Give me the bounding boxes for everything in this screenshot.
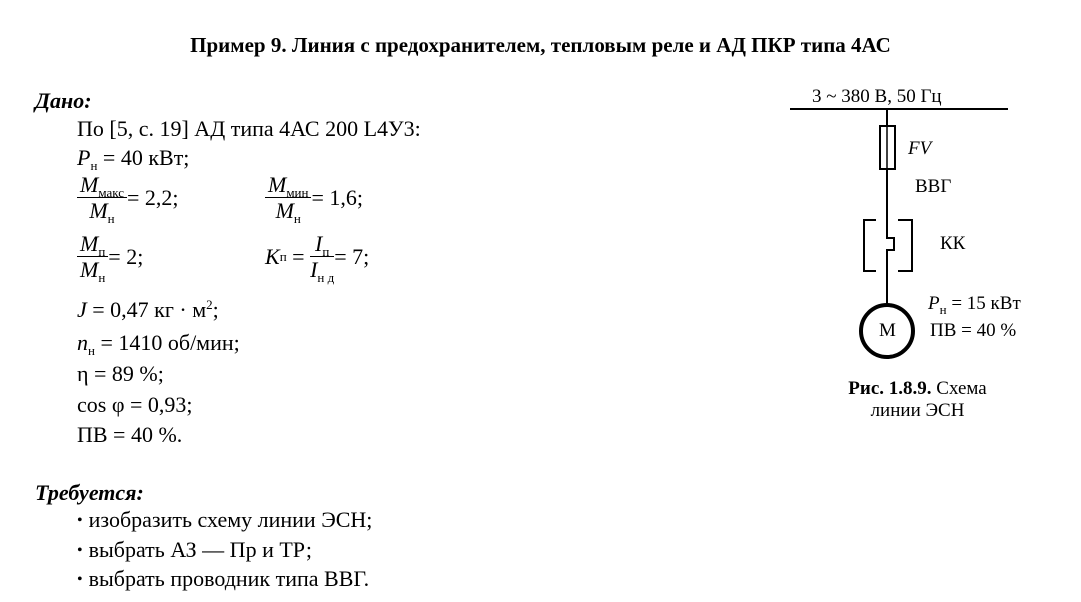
mmin-denominator-sub: н	[293, 211, 301, 226]
speed-value: = 1410 об/мин;	[94, 330, 240, 355]
motor-power-subscript: н	[939, 302, 947, 317]
rated-power-line	[77, 145, 189, 171]
mmin-value: = 1,6;	[311, 185, 363, 210]
motor-label: M	[879, 320, 896, 341]
kp-equals: =	[286, 244, 311, 269]
caption-text-line2: линии ЭСН	[870, 400, 965, 421]
caption-number: Рис. 1.8.9.	[848, 378, 932, 399]
given-heading: Дано:	[35, 88, 92, 113]
mp-value: = 2;	[108, 244, 144, 269]
cable-label: ВВГ	[915, 176, 952, 197]
mmax-denominator: M	[89, 198, 108, 223]
mp-numerator: M	[80, 231, 99, 256]
inertia-line	[77, 297, 219, 323]
cos-phi-line: cos φ = 0,93;	[77, 392, 193, 417]
mmax-value: = 2,2;	[127, 185, 179, 210]
thermal-element	[887, 232, 894, 256]
kp-ratio: K п = $\frac{I_п}{I_{н д}}$ = 7;	[265, 231, 370, 285]
motor-pv-label: ПВ = 40 %	[930, 320, 1017, 341]
relay-label: КК	[940, 233, 966, 254]
kp-denominator-sub: н д	[317, 270, 335, 285]
source-line: По [5, с. 19] АД типа 4АС 200 L4У3:	[77, 116, 421, 141]
kp-numerator: I	[315, 231, 323, 256]
caption-text: Схема	[931, 378, 987, 399]
motor-power-value: = 15 кВт	[946, 293, 1021, 314]
fuse-label: FV	[908, 138, 932, 159]
mmin-numerator-sub: мин	[286, 185, 309, 200]
kp-fraction	[310, 231, 335, 285]
mmax-numerator-sub: макс	[98, 185, 124, 200]
required-heading: Требуется:	[35, 480, 144, 505]
inertia-symbol: J	[77, 297, 87, 322]
kp-value: = 7;	[334, 244, 370, 269]
page-title: Пример 9. Линия с предохранителем, тепловым реле и АД ПКР типа 4АС	[190, 33, 891, 57]
inertia-exponent: 2	[206, 297, 213, 312]
rated-power-symbol: P	[77, 145, 91, 170]
mmax-denominator-sub: н	[107, 211, 115, 226]
kp-denominator: I	[310, 257, 318, 282]
mmax-numerator: M	[80, 172, 99, 197]
supply-label: 3 ~ 380 В, 50 Гц	[812, 86, 942, 107]
mp-numerator-sub: п	[98, 244, 106, 259]
speed-subscript: н	[88, 343, 95, 358]
kp-symbol: K	[265, 244, 280, 269]
required-item: • изобразить схему линии ЭСН;	[77, 507, 372, 533]
mmax-fraction	[77, 172, 127, 226]
mp-denominator: M	[80, 257, 99, 282]
relay-bracket-right	[898, 220, 912, 271]
motor-power-label	[928, 293, 1021, 315]
pv-line: ПВ = 40 %.	[77, 422, 183, 447]
speed-line	[77, 330, 240, 356]
mmin-ratio	[265, 172, 363, 226]
figure-caption	[825, 378, 1010, 422]
mmax-ratio	[77, 172, 179, 226]
mp-denominator-sub: н	[98, 270, 106, 285]
required-item: • выбрать АЗ — Пр и ТР;	[77, 537, 312, 563]
required-item: • выбрать проводник типа ВВГ.	[77, 566, 369, 592]
rated-power-value: = 40 кВт;	[97, 145, 190, 170]
motor-power-symbol: P	[928, 293, 940, 314]
mmin-numerator: M	[268, 172, 287, 197]
mmin-fraction	[265, 172, 311, 226]
inertia-tail: ;	[212, 297, 219, 322]
mp-ratio	[77, 231, 144, 285]
rated-power-subscript: н	[90, 158, 98, 173]
speed-symbol: n	[77, 330, 88, 355]
mmin-denominator: M	[275, 198, 294, 223]
relay-bracket-left	[864, 220, 876, 271]
mp-fraction	[77, 231, 108, 285]
kp-numerator-sub: п	[322, 244, 330, 259]
inertia-value: = 0,47 кг · м	[86, 297, 207, 322]
efficiency-line: η = 89 %;	[77, 361, 164, 386]
